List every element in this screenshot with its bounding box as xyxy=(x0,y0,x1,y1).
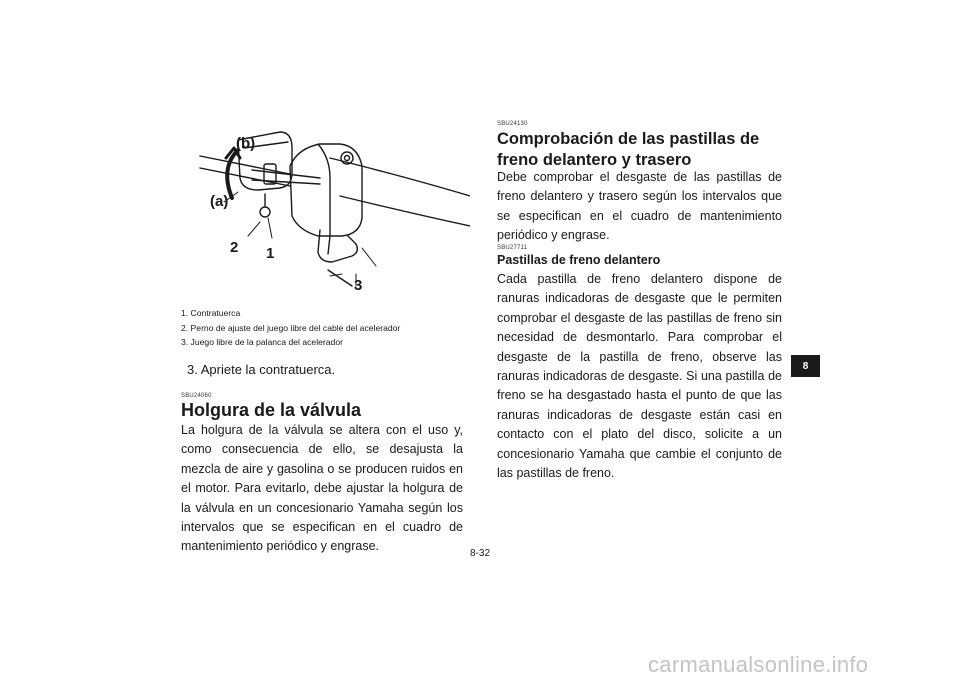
figure-captions xyxy=(181,306,471,350)
section-code: SBU24060 xyxy=(181,393,212,399)
label-2: 2 xyxy=(230,239,239,256)
throttle-illustration xyxy=(180,118,470,300)
page-number: 8-32 xyxy=(470,548,491,559)
subsection-heading: Pastillas de freno delantero xyxy=(497,253,661,267)
procedure-step: 3. Apriete la contratuerca. xyxy=(187,362,336,377)
section-body: Debe comprobar el desgaste de las pastillas de freno delantero y trasero según los intervalos que se especifican en el cuadro de mantenimiento periódico y engrase. xyxy=(497,170,782,243)
caption-item: 1. Contratuerca xyxy=(181,308,241,318)
label-a: (a) xyxy=(210,193,229,210)
section-body: Cada pastilla de freno delantero dispone de ranuras indicadoras de desgaste que le permiten comprobar el desgaste de las pastillas de freno sin necesidad de desmontarlo. Para comprobar el desgaste de la pastilla de freno, observe las ranuras indicadoras de desgaste. Si una pastilla de freno se ha desgastado hasta el punto de que las ranuras indicadoras de desgaste están casi en contacto con el plato del disco, solicite a un concesionario Yamaha que cambie el conjunto de las pastillas de freno. xyxy=(497,272,782,481)
chapter-tab: 8 xyxy=(791,355,820,377)
label-3: 3 xyxy=(354,277,363,294)
caption-item: 3. Juego libre de la palanca del acelerador xyxy=(181,337,343,347)
section-body: La holgura de la válvula se altera con el uso y, como consecuencia de ello, se desajusta la mezcla de aire y gasolina o se producen ruidos en el motor. Para evitarlo, debe ajustar la holgura de la válvula en un concesionario Yamaha según los intervalos que se especifican en el cuadro de mantenimiento periódico y engrase. xyxy=(181,423,463,554)
section-heading: Comprobación de las pastillas de freno delantero y trasero xyxy=(497,130,760,169)
label-1: 1 xyxy=(266,245,275,262)
section-code: SBU27711 xyxy=(497,245,528,251)
section-heading: Holgura de la válvula xyxy=(181,400,362,420)
watermark: carmanualsonline.info xyxy=(648,652,869,677)
throttle-drawing xyxy=(180,118,470,300)
section-code: SBU24130 xyxy=(497,121,528,127)
caption-item: 2. Perno de ajuste del juego libre del cable del acelerador xyxy=(181,322,401,333)
label-b: (b) xyxy=(236,135,256,152)
